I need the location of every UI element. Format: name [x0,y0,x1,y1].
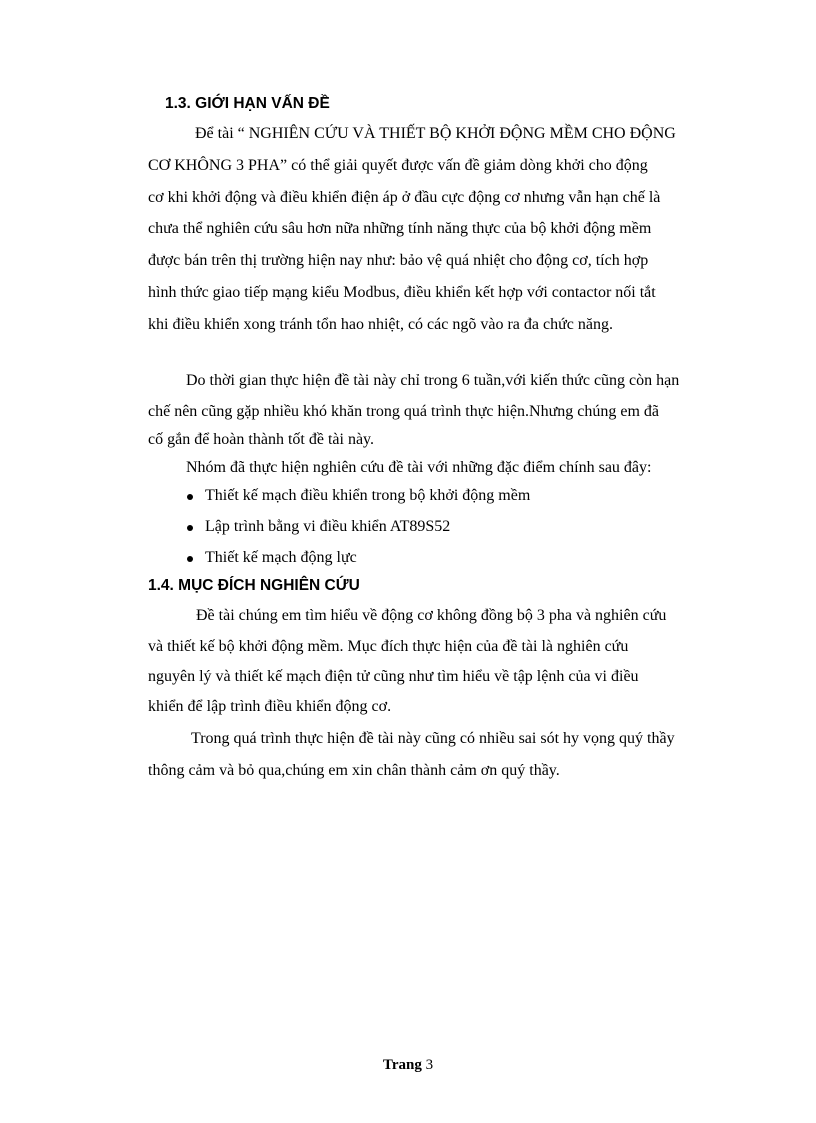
paragraph-line: CƠ KHÔNG 3 PHA” có thể giải quyết được vấn đề giảm dòng khởi cho động [148,157,648,174]
list-item [205,549,357,567]
paragraph-line: cố gắn để hoàn thành tốt đề tài này. [148,431,374,448]
page-number: 3 [425,1057,434,1073]
paragraph-line: cơ khi khởi động và điều khiển điện áp ở đầu cực động cơ nhưng vẫn hạn chế là [148,189,661,206]
paragraph-line: được bán trên thị trường hiện nay như: bảo vệ quá nhiệt cho động cơ, tích hợp [148,252,649,269]
list-item [205,518,450,536]
paragraph-line: hình thức giao tiếp mạng kiểu Modbus, điều khiển kết hợp với contactor nối tắt [148,284,656,301]
bullet-icon [187,525,193,531]
paragraph-line: Do thời gian thực hiện đề tài này chỉ trong 6 tuần,với kiến thức cũng còn hạn [186,372,680,389]
paragraph-line: nguyên lý và thiết kế mạch điện tử cũng như tìm hiểu về tập lệnh của vi điều [148,668,639,685]
paragraph-line: Đề tài chúng em tìm hiểu về động cơ không đồng bộ 3 pha và nghiên cứu [196,607,667,624]
page-label: Trang [382,1057,422,1073]
section-1-3-paragraph-3: Nhóm đã thực hiện nghiên cứu đề tài với những đặc điểm chính sau đây: [186,459,652,476]
list-item-text: Thiết kế mạch động lực [205,549,357,566]
bullet-icon [187,494,193,500]
paragraph-line: và thiết kế bộ khởi động mềm. Mục đích thực hiện của đề tài là nghiên cứu [148,638,629,655]
paragraph-line: khi điều khiển xong tránh tổn hao nhiệt, có các ngõ vào ra đa chức năng. [148,316,613,333]
paragraph-line: chưa thể nghiên cứu sâu hơn nữa những tính năng thực của bộ khởi động mềm [148,220,652,237]
paragraph-line: chế nên cũng gặp nhiều khó khăn trong quá trình thực hiện.Nhưng chúng em đã [148,403,659,420]
paragraph-line: Để tài “ NGHIÊN CỨU VÀ THIẾT BỘ KHỞI ĐỘNG MỀM CHO ĐỘNG [195,125,676,142]
page-footer [0,1057,816,1074]
section-1-4-heading: 1.4. MỤC ĐÍCH NGHIÊN CỨU [148,577,360,594]
list-item-text: Lập trình bằng vi điều khiển AT89S52 [205,518,451,535]
list-item [205,487,530,505]
bullet-icon [187,556,193,562]
list-item-text: Thiết kế mạch điều khiển trong bộ khởi động mềm [205,487,531,504]
paragraph-line: Trong quá trình thực hiện đề tài này cũng có nhiều sai sót hy vọng quý thầy [191,730,675,747]
paragraph-line: khiển để lập trình điều khiển động cơ. [148,698,392,715]
paragraph-line: thông cảm và bỏ qua,chúng em xin chân thành cảm ơn quý thầy. [148,762,560,779]
section-1-3-heading: 1.3. GIỚI HẠN VẤN ĐỀ [165,95,330,112]
